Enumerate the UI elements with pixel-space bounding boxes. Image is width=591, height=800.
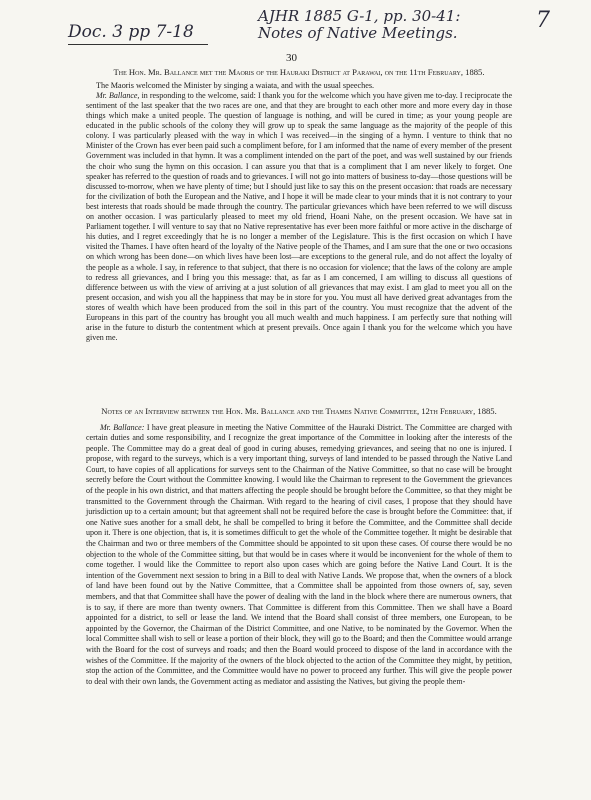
page-number: 30 (286, 52, 297, 64)
handwritten-page-marker: 7 (536, 8, 550, 33)
section2-heading: Notes of an Interview between the Hon. Mr. Ballance and the Thames Native Committee, 12th February, 1885. (101, 406, 497, 416)
handwritten-source-note (258, 8, 460, 42)
parawai-meeting-section (86, 67, 512, 343)
handwritten-source-line-2: Notes of Native Meetings. (258, 24, 458, 42)
handwritten-underline (68, 44, 208, 45)
native-committee-interview-section (86, 406, 512, 687)
section2-speaker: Mr. Ballance: (100, 422, 145, 432)
section1-speaker: Mr. Ballance, (96, 90, 140, 100)
section1-speech (86, 91, 512, 343)
section1-intro: The Maoris welcomed the Minister by singing a waiata, and with the usual speeches. (96, 80, 375, 90)
section1-heading: The Hon. Mr. Ballance met the Maoris of the Hauraki District at Parawai, on the 11th February, 1885. (113, 67, 485, 77)
handwritten-document-reference: Doc. 3 pp 7-18 (68, 22, 194, 42)
section1-body: in responding to the welcome, said: I thank you for the welcome which you have given me to-day. I reciprocate the sentiment of the last speaker that the two races are one, and that they are brought to each other more and more every day in those things which make a united people. The question of language is nothing, and will be cured in time; as your young people are educated in the public schools of the colony they will grow up to speak the same language as the majority of the people of this colony. I was particularly pleased with the way in which I was received—in the singing of a hymn. I venture to think that no Minister of the Crown has ever been paid such a compliment before, for I am informed that the name of every member of the present Government was included in that hymn. It was a compliment intended on the part of the poet, and was well sustained by our friends the choir who sung the hymn on this occasion. I can assure you that that is a compliment that I am never likely to forget. One speaker has referred to the question of roads and to grievances. I will not go into matters of business to-day—those questions will be discussed to-morrow, when we have plenty of time; but I should just like to say this on the present occasion: that roads are necessary for the civilization of both the European and the Native, and I hope it will be made clear to your minds that it is not contrary to your best interests that roads should be made through the country. The particular grievances which have been referred to we will discuss on another occasion. I was particularly pleased to meet my old friend, Hoani Nahe, on the present occasion. We have sat in Parliament together. I will venture to say that no Native representative has ever been more faithful or more active in the discharge of his duties, and I regret exceedingly that he is no longer a member of the Legislature. This is the first occasion on which I have visited the Thames. I have often heard of the loyalty of the Native people of the Thames, and I am sure that the one or two occasions on which wrong has been done—on which lives have been lost—are exceptions to the general rule, and do not affect the loyalty of the people as a whole. I say, in reference to that subject, that there is no occasion for violence; that the laws of the colony are ample to redress all grievances, and I bring you this message: that, as far as I am concerned, I am willing to discuss all questions of difference between us with the view of arriving at a just solution of all grievances that may exist. I am glad to meet you all on the present occasion, and wish you all the happiness that may be in store for you. You must all have derived great advantages from the stores of wealth which have been produced from the soil in this part of the country. You must recognize that the advent of the Europeans in this part of the country has brought you all much wealth and much happiness. I am perfectly sure that nothing will arise in the future to disturb the contentment which at present prevails. Once again I thank you for the welcome which you have given me. (86, 90, 513, 343)
section2-speech (86, 423, 512, 688)
section2-body: I have great pleasure in meeting the Native Committee of the Hauraki District. The Committee are charged with certain duties and some responsibility, and I recognize the great importance of the Committee in looking after the interests of the people. The Committee may do a great deal of good in curing abuses, remedying grievances, and seeing that no one is injured. I propose, with regard to the surveys, which is a very important thing, surveys of land intended to be passed through the Native Land Court, to have copies of all applications for surveys sent to the Chairman of the Native Committee, so that no case will be brought secretly before the Court without the Committee knowing. I would like the Chairman to represent to the Government the grievances of the people in his own district, and that matters affecting the people should be brought before the Committee, so that they might be transmitted to the Government through the Chairman. With regard to the hearing of civil cases, I propose that they should have jurisdiction up to a certain amount; but that agreement shall not be required before the case is brought before the Committee: that, if one Native sues another for a small debt, he shall be compelled to bring it before the Committee, and the Committee shall decide upon it. There is one objection, that is, it is sometimes difficult to get the whole of the Committee together. It might be desirable that the Chairman and two or three members of the Committee should be appointed to sit upon these cases. Of course there would be no objection to the whole of the Committee sitting, but that would be in cases where it would be inconvenient for the whole of them to come together. I would like the Committee to report also upon cases which are going before the Native Land Court. It is the intention of the Government next session to bring in a Bill to deal with Native Lands. We propose that, when the owners of a block of land have been found out by the Native Committee, that a Committee shall be appointed from those owners of, say, seven members, and that that Committee shall have the power of dealing with the land in the block where there are numerous owners, that is to say, if there are more than twenty owners. That Committee is different from this Committee. Then we shall have a Board appointed for a district, to sell or lease the land. We intend that the Board shall consist of three members, one European, to be appointed by the Governor, the Chairman of the District Committee, and one Native, to be nominated by the Governor. When the local Committee shall wish to sell or lease a portion of their block, they will go to the Board; and then the Committee would arrange with the Board for the cost of surveys and roads; and then the Board would proceed to dispose of the land in accordance with the wishes of the Committee. If the majority of the owners of the block objected to the action of the Committee they might, by petition, stop the action of the Committee, and the Committee would have no power to proceed any further. This will give the people power to deal with their own lands, the Government acting as mediator and assisting the Natives, but giving the people them- (86, 422, 513, 686)
handwritten-source-line-1: AJHR 1885 G-1, pp. 30-41: (258, 7, 461, 25)
